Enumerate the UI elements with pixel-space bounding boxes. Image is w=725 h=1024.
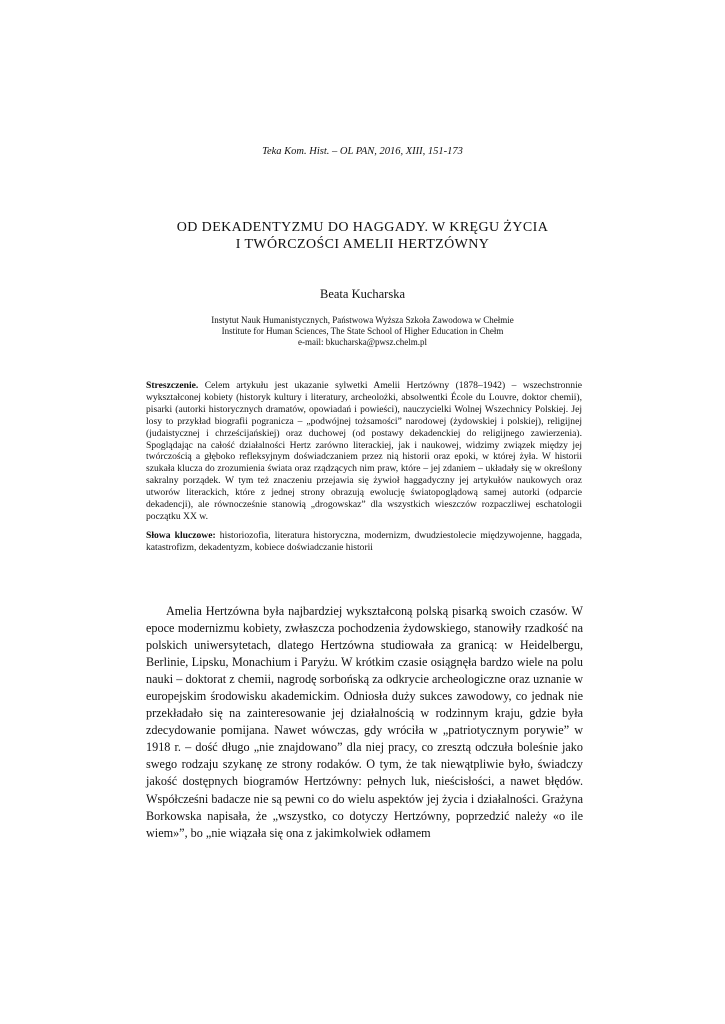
affiliation-english: Institute for Human Sciences, The State School of Higher Education in Chełm bbox=[221, 326, 504, 337]
affiliation-polish: Instytut Nauk Humanistycznych, Państwowa Wyższa Szkoła Zawodowa w Chełmie bbox=[211, 315, 514, 325]
body-paragraph-1: Amelia Hertzówna była najbardziej wykształconą polską pisarką swoich czasów. W epoce modernizmu kobiety, zwłaszcza pochodzenia żydowskiego, stanowiły rzadkość na polskich uniwersytetach, dlatego Hertzówna studiowała za granicą: w Heidelbergu, Berlinie, Lipsku, Monachium i Paryżu. W krótkim czasie osiągnęła bardzo wiele na polu nauki – doktorat z chemii, nagrodę sorbońską za odkrycie archeologiczne oraz uznanie w europejskim środowisku akademickim. Odniosła duży sukces zawodowy, co jednak nie przekładało się na zainteresowanie jej działalnością w rodzinnym kraju, gdzie była zdecydowanie pomijana. Nawet wówczas, gdy wróciła w „patriotycznym porywie” w 1918 r. – dość długo „nie znajdowano” dla niej pracy, co zresztą odczuła boleśnie jako swego rodzaju szykanę ze strony rodaków. O tym, że tak niewątpliwie było, świadczy jakość dostępnych biogramów Hertzówny: pełnych luk, nieścisłości, a nawet błędów. Współcześni badacze nie są pewni co do wielu aspektów jej życia i działalności. Grażyna Borkowska napisała, że „wszystko, co dotyczy Hertzówny, poprzedzić należy «o ile wiem»”, bo „nie wiązała się ona z jakimkolwiek odłamem bbox=[146, 604, 583, 840]
article-title bbox=[60, 219, 665, 253]
journal-citation: Teka Kom. Hist. – OL PAN, 2016, XIII, 151-173 bbox=[262, 146, 463, 157]
body-text bbox=[146, 603, 583, 842]
title-line-1: OD DEKADENTYZMU DO HAGGADY. W KRĘGU ŻYCIA bbox=[176, 220, 549, 235]
abstract-text: Celem artykułu jest ukazanie sylwetki Amelii Hertzówny (1878–1942) – wszechstronnie wykształconej kobiety (historyk kultury i literatury, archeolożki, absolwentki École du Louvre, doktor chemii), pisarki (autorki historycznych dramatów, opowiadań i powieści), nauczycielki Wolnej Wszechnicy Polskiej. Jej losy to przykład biografii pogranicza – „podwójnej tożsamości” narodowej (żydowskiej i polskiej), religijnej (judaistycznej i chrześcijańskiej) oraz duchowej (od postawy dekadenckiej do religijnego zawierzenia). Spoglądając na całość działalności Hertz zarówno literackiej, jak i naukowej, widzimy związek między jej twórczością a głęboko refleksyjnym doświadczaniem przez nią historii oraz epoki, w której żyła. W historii szukała klucza do zrozumienia świata oraz rządzących nim praw, które – jej zdaniem – układały się w określony sakralny porządek. W tym też znaczeniu przejawia się żywioł haggadyczny jej artykułów naukowych oraz utworów literackich, które z jednej strony obrazują ewolucję światopoglądową samej autorki (odparcie dekadencji), ale równocześnie stanowią „drogowskaz” dla wszystkich wieszczów rozpaczliwej eschatologii początku XX w. bbox=[146, 380, 582, 522]
title-line-2: I TWÓRCZOŚCI AMELII HERTZÓWNY bbox=[235, 237, 490, 252]
abstract-label: Streszczenie. bbox=[146, 380, 199, 391]
abstract-block bbox=[146, 380, 582, 554]
affiliation-block bbox=[0, 315, 725, 349]
abstract-paragraph bbox=[146, 380, 582, 523]
keywords-label: Słowa kluczowe: bbox=[146, 529, 216, 541]
author-name: Beata Kucharska bbox=[319, 287, 406, 301]
keywords-paragraph bbox=[146, 530, 582, 554]
author-email: e-mail: bkucharska@pwsz.chelm.pl bbox=[298, 337, 427, 348]
keywords-text: historiozofia, literatura historyczna, modernizm, dwudziestolecie międzywojenne, haggada, katastrofizm, dekadentyzm, kobiece doświadczanie historii bbox=[146, 529, 582, 553]
